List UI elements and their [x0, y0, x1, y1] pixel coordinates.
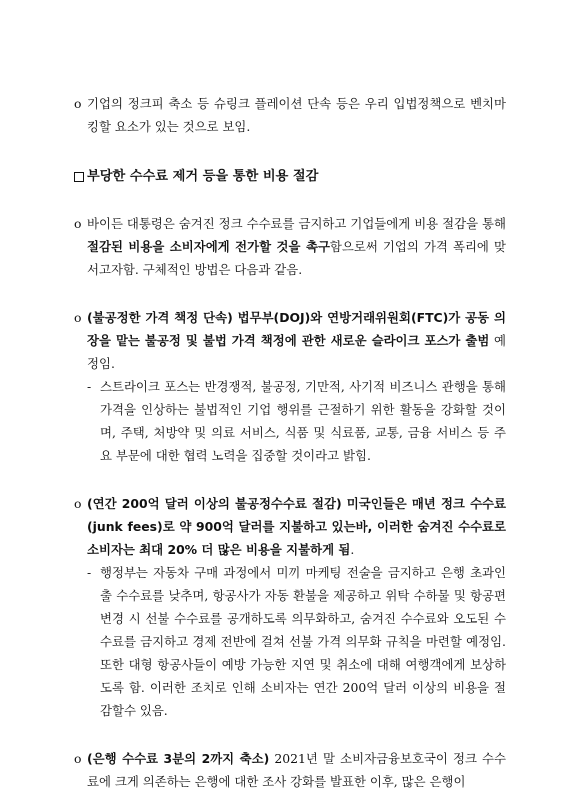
- square-bullet-icon: [74, 172, 84, 182]
- paragraph-text: .: [350, 542, 355, 557]
- sub-item-strike-force: [74, 375, 506, 467]
- paragraph-text: 예정임.: [87, 333, 506, 371]
- paragraph-benchmark: [74, 92, 506, 138]
- dash-marker: -: [87, 565, 92, 580]
- bullet-marker: o: [74, 216, 82, 231]
- bold-emphasis: 절감된 비용을 소비자에게 전가할 것을 촉구: [87, 239, 330, 254]
- paragraph-intro: [74, 212, 506, 281]
- bullet-marker: o: [74, 751, 82, 766]
- bullet-marker: o: [74, 496, 82, 511]
- bold-emphasis: (은행 수수료 3분의 2까지 축소): [87, 751, 270, 766]
- sub-item-text: 행정부는 자동차 구매 과정에서 미끼 마케팅 전술을 금지하고 은행 초과인출 수수료를 낮추며, 항공사가 자동 환불을 제공하고 위탁 수하물 및 항공편 변경 시 선불 수수료를 공개하도록 의무화하고, 숨겨진 수수료와 오도된 수수료를 금지하고 경제 전반에 걸쳐 선불 가격 의무화 규칙을 마련할 예정임. 또한 대형 항공사들이 예방 가능한 지연 및 취소에 대해 여행객에게 보상하도록 함. 이러한 조치로 인해 소비자는 연간 200억 달러 이상의 비용을 절감할수 있음.: [100, 565, 506, 718]
- paragraph-text: 함으로써 기업의 가격 폭리에 맞서고자함. 구체적인 방법은 다음과 같음.: [87, 239, 506, 277]
- bold-emphasis: (연간 200억 달러 이상의 불공정수수료 절감) 미국인들은 매년 정크 수수료(junk fees)로 약 900억 달러를 지불하고 있는바, 이러한 숨겨진 수수료로 소비자는 최대 20% 더 많은 비용을 지불하게 됨: [87, 496, 506, 557]
- section-heading: [74, 165, 506, 189]
- bullet-marker: o: [74, 310, 82, 325]
- bold-emphasis: (불공정한 가격 책정 단속) 법무부(DOJ)와 연방거래위원회(FTC)가 공동 의장을 맡는 불공정 및 불법 가격 책정에 관한 새로운 슬라이크 포스가 출범: [87, 310, 506, 348]
- paragraph-text: 기업의 정크피 축소 등 슈링크 플레이션 단속 등은 우리 입법정책으로 벤치마킹할 요소가 있는 것으로 보임.: [87, 96, 506, 134]
- paragraph-junk-fees: [74, 492, 506, 561]
- paragraph-text: 2021년 말 소비자금융보호국이 정크 수수료에 크게 의존하는 은행에 대한 조사 강화를 발표한 이후, 많은 은행이: [87, 751, 506, 789]
- paragraph-price-fixing: [74, 306, 506, 375]
- dash-marker: -: [87, 379, 92, 394]
- paragraph-text: 바이든 대통령은 숨겨진 정크 수수료를 금지하고 기업들에게 비용 절감을 통해: [87, 216, 506, 231]
- paragraph-bank-fees: [74, 747, 506, 793]
- bullet-marker: o: [74, 96, 82, 111]
- sub-item-administration: [74, 561, 506, 722]
- sub-item-text: 스트라이크 포스는 반경쟁적, 불공정, 기만적, 사기적 비즈니스 관행을 통해 가격을 인상하는 불법적인 기업 행위를 근절하기 위한 활동을 강화할 것이며, 주택, 처방약 및 의료 서비스, 식품 및 식료품, 교통, 금융 서비스 등 주요 부문에 대한 협력 노력을 집중할 것이라고 밝힘.: [100, 379, 506, 463]
- section-heading-text: 부당한 수수료 제거 등을 통한 비용 절감: [87, 169, 319, 184]
